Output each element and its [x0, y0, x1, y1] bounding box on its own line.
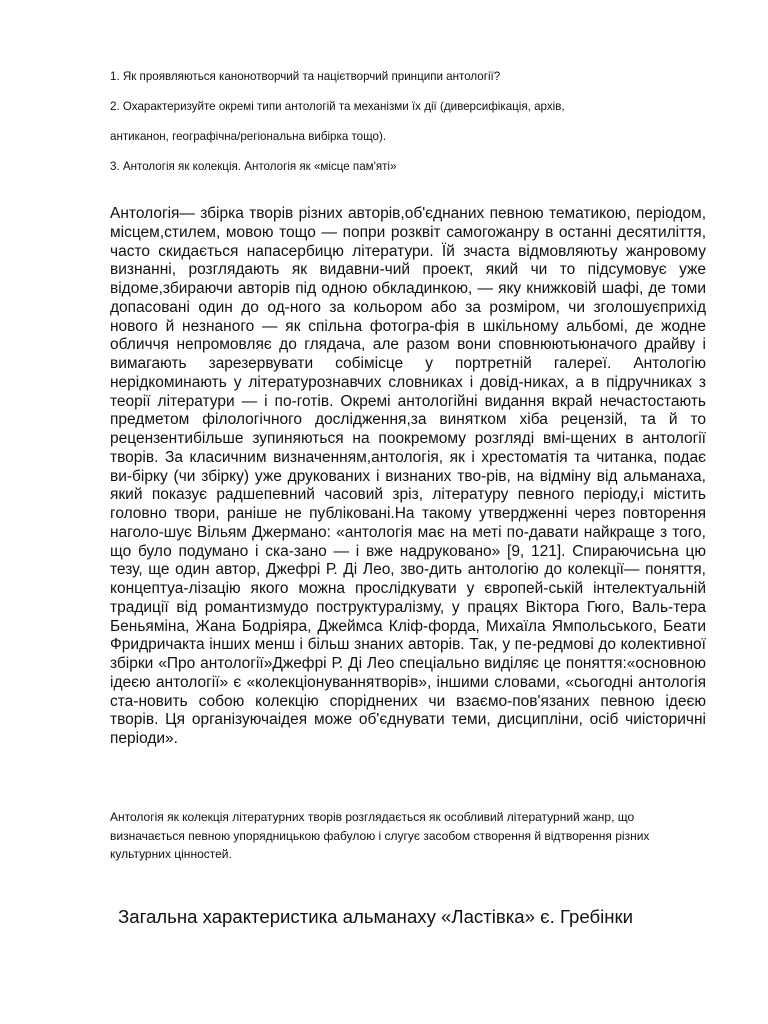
question-2-line-1: 2. Охарактеризуйте окремі типи антологій та механізми їх дії (диверсифікація, архів,: [110, 100, 565, 113]
question-2-line-2: антиканон, географічна/регіональна вибірка тощо).: [110, 130, 387, 143]
question-3: 3. Антологія як колекція. Антологія як «місце пам'яті»: [110, 160, 397, 173]
section-heading: Загальна характеристика альманаху «Ластівка» є. Гребінки: [118, 906, 634, 927]
questions-list: [110, 68, 670, 188]
main-paragraph: Антологія— збірка творів різних авторів,об'єднаних певною тематикою, періодом, місцем,стилем, мовою тощо — попри розквіт самогожанру в останні десятиліття, часто скидається напасербицю літератури. Їй зчаста відмовляютьу жанровому визнанні, розглядають як видавни-чий проект, який чи то підсумовує уже відоме,збираючи авторів під одною обкладинкою, — яку книжковій шафі, де томи допасовані один до од-ного за кольором або за розміром, чи зголошуєприхід нового й незнаного — як спільна фотогра-фія в шкільному альбомі, де жодне обличчя непромовляє до глядача, але разом вони сповнюютьюначого драйву і вимагають зарезервувати собімісце у портретній галереї. Антологію нерідкоминають у літературознавчих словниках і довід-никах, а в підручниках з теорії літератури — і по-готів. Окремі антологійні видання вкрай нечастостають предметом філологічного дослідження,за винятком хіба рецензій, та й то рецензентибільше зупиняються на поокремому розгляді вмі-щених в антології творів. За класичним визначенням,антологія, як і хрестоматія та читанка, подає ви-бірку (чи збірку) уже друкованих і визнаних тво-рів, на відміну від альманаха, який показує радшепевний часовий зріз, літературу певного періоду,і містить головно твори, раніше не публіковані.На такому утвердженні через повторення наголо-шує Вільям Джермано: «антологія має на меті по-давати найкраще з того, що було подумано і ска-зано — і вже надруковано» [9, 121]. Спираючисьна цю тезу, ще один автор, Джефрі Р. Ді Лео, зво-дить антологію до колекції— поняття, концептуа-лізацію якого можна прослідкувати у європей-ській інтелектуальній традиції від романтизмудо поструктуралізму, у працях Віктора Гюго, Валь-тера Беньяміна, Жана Бодріяра, Джеймса Кліф-форда, Михаїла Ямпольського, Беати Фридричакта інших менш і більш знаних авторів. Так, у пе-редмові до колективної збірки «Про антології»Джефрі Р. Ді Лео спеціально виділяє це поняття:«основною ідеєю антології» є «колекціонуваннятворів», іншими словами, «сьогодні антологія ста-новить собою колекцію споріднених чи взаємо-пов'язаних певною ідеєю творів. Ця організуючаідея може об'єднувати теми, дисципліни, осіб чиісторичні періоди».: [110, 205, 706, 747]
summary-paragraph: Антологія як колекція літературних творів розглядається як особливий літературний жанр, що визначається певною упорядницькою фабулою і слугує засобом створення й відтворення різних культурних цінностей.: [110, 810, 650, 861]
question-1: 1. Як проявляються канонотворчий та націєтворчий принципи антології?: [110, 70, 501, 83]
